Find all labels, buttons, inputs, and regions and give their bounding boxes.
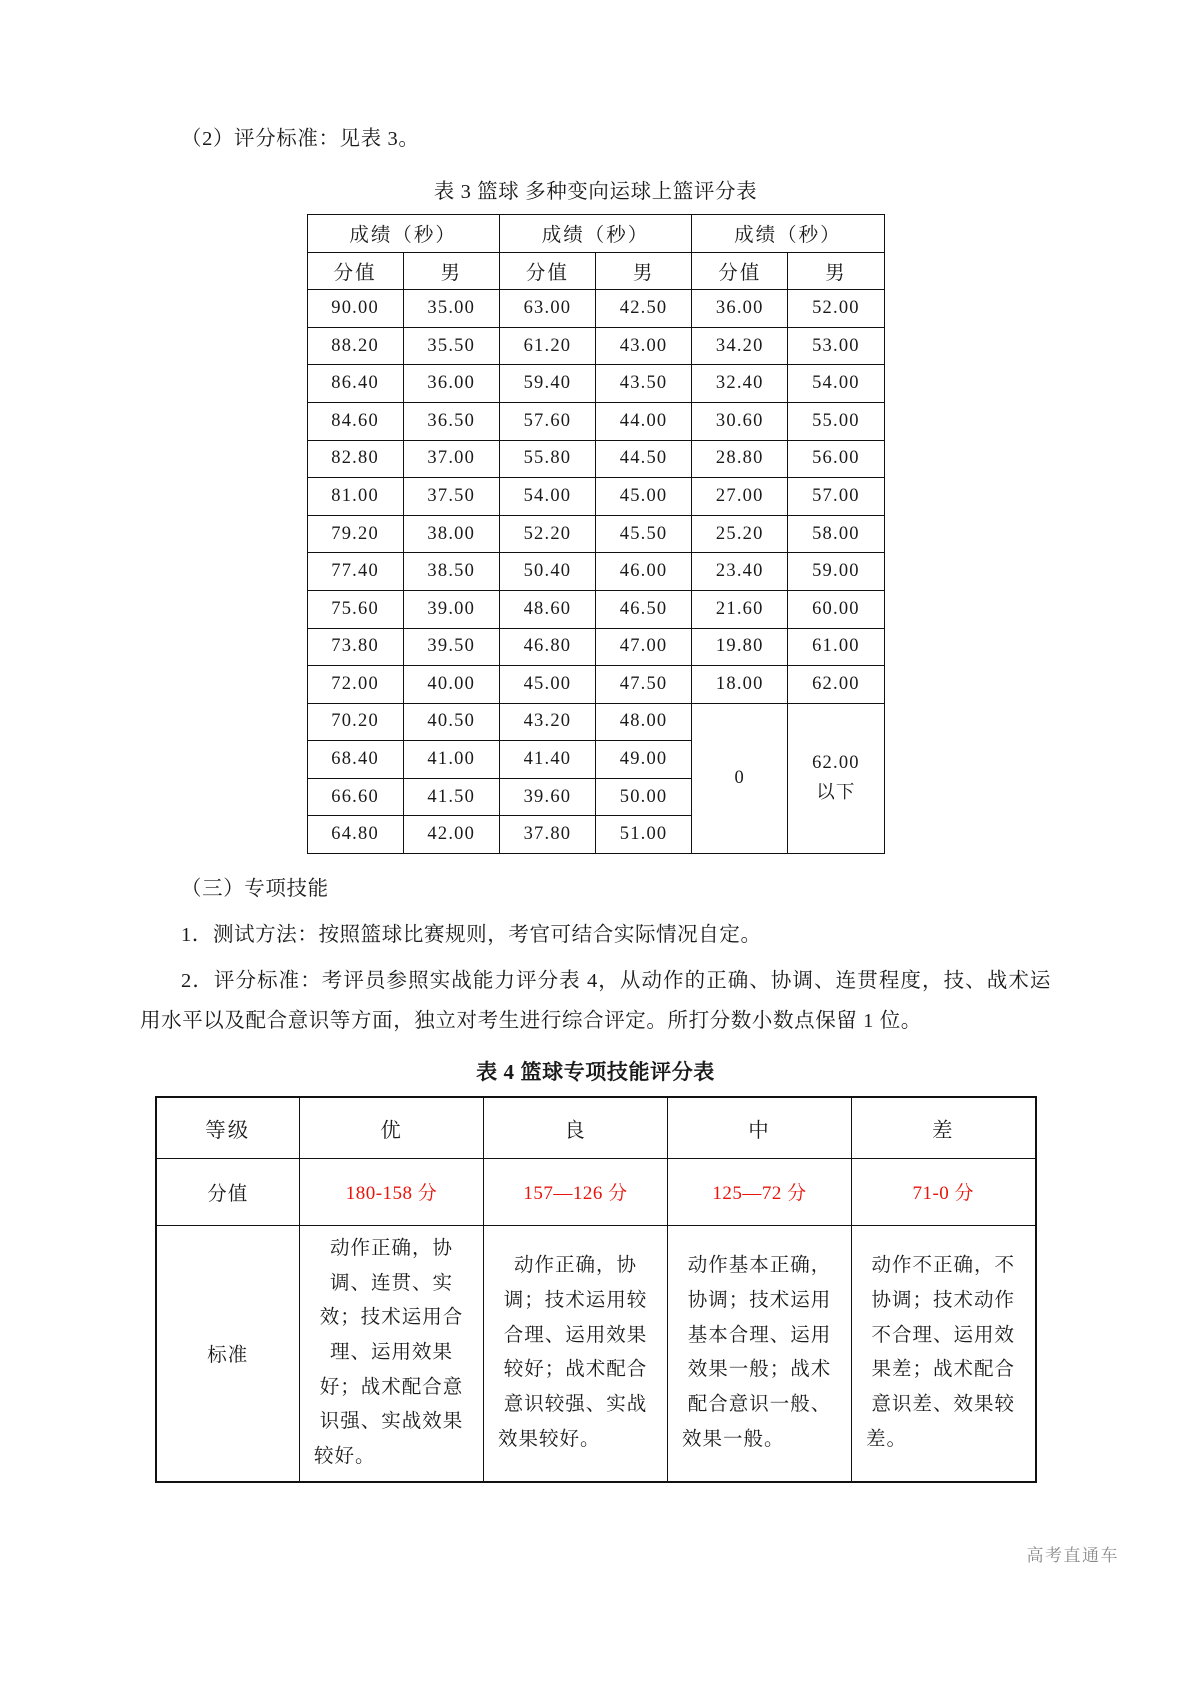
table3-cell-male: 56.00 <box>788 440 884 478</box>
table3-cell-score: 57.60 <box>499 402 595 440</box>
table4-container <box>140 1096 1051 1483</box>
table3-cell-male: 58.00 <box>788 515 884 553</box>
table3-cell-male: 51.00 <box>595 816 691 854</box>
table3-cell-score: 41.40 <box>499 741 595 779</box>
table4-grade-3: 差 <box>852 1097 1036 1159</box>
table3-cell-male: 47.50 <box>595 666 691 704</box>
table3-cell-male: 55.00 <box>788 402 884 440</box>
table3-cell-male: 52.00 <box>788 290 884 328</box>
table4-row-label-score: 分值 <box>156 1158 300 1225</box>
table3-cell-male: 54.00 <box>788 365 884 403</box>
table3-cell-male: 43.00 <box>595 327 691 365</box>
table4-row-label-grade: 等级 <box>156 1097 300 1159</box>
table3-cell-score: 81.00 <box>307 478 403 516</box>
table3-cell-male: 48.00 <box>595 703 691 741</box>
table3-cell-score: 82.80 <box>307 440 403 478</box>
table3-group-header-row <box>307 214 884 252</box>
intro-paragraph: （2）评分标准：见表 3。 <box>181 128 420 150</box>
table3-cell-score: 90.00 <box>307 290 403 328</box>
table3-cell-male: 37.50 <box>403 478 499 516</box>
table3-cell-score: 73.80 <box>307 628 403 666</box>
table3-cell-male: 35.00 <box>403 290 499 328</box>
table3-cell-score: 70.20 <box>307 703 403 741</box>
table3-sub-header-row <box>307 252 884 290</box>
table3-col-header-male: 男 <box>788 252 884 290</box>
table-row <box>307 402 884 440</box>
table3-cell-score: 36.00 <box>692 290 788 328</box>
table3-cell-male: 45.50 <box>595 515 691 553</box>
table3-cell-male: 37.00 <box>403 440 499 478</box>
table4-criteria-row <box>156 1225 1036 1481</box>
scoring-table-3 <box>307 214 885 854</box>
score-range-text: 157—126 分 <box>523 1183 628 1205</box>
table-row <box>307 440 884 478</box>
score-range-text: 180-158 分 <box>345 1183 438 1205</box>
table4-caption: 表 4 篮球专项技能评分表 <box>476 1059 715 1084</box>
table3-cell-score: 27.00 <box>692 478 788 516</box>
table3-col-header-male: 男 <box>595 252 691 290</box>
table-row <box>307 628 884 666</box>
table3-cell-score: 19.80 <box>692 628 788 666</box>
table3-cell-male: 53.00 <box>788 327 884 365</box>
table4-grade-2: 中 <box>668 1097 852 1159</box>
table3-cell-male: 60.00 <box>788 590 884 628</box>
table3-cell-score: 75.60 <box>307 590 403 628</box>
table3-cell-score: 54.00 <box>499 478 595 516</box>
table3-cell-male: 49.00 <box>595 741 691 779</box>
table3-group-header: 成绩（秒） <box>692 214 884 252</box>
table3-group-header: 成绩（秒） <box>307 214 499 252</box>
table4-row-label-criteria: 标准 <box>156 1225 300 1481</box>
table3-cell-male: 47.00 <box>595 628 691 666</box>
table3-cell-score: 61.20 <box>499 327 595 365</box>
table3-cell-male: 40.00 <box>403 666 499 704</box>
table-row <box>307 666 884 704</box>
table3-cell-score: 68.40 <box>307 741 403 779</box>
table4-score-cell-3 <box>852 1158 1036 1225</box>
scoring-standard-paragraph: 2．评分标准：考评员参照实战能力评分表 4，从动作的正确、协调、连贯程度，技、战术运用水平以及配合意识等方面，独立对考生进行综合评定。所打分数小数点保留 1 位。 <box>140 970 1051 1032</box>
table3-cell-male: 38.50 <box>403 553 499 591</box>
table4-criteria-cell-0: 动作正确，协调、连贯、实效；技术运用合理、运用效果好；战术配合意识强、实战效果较好。 <box>300 1225 484 1481</box>
table3-cell-score: 23.40 <box>692 553 788 591</box>
table4-criteria-cell-2: 动作基本正确，协调；技术运用基本合理、运用效果一般；战术配合意识一般、效果一般。 <box>668 1225 852 1481</box>
table-row <box>307 327 884 365</box>
table3-cell-score: 30.60 <box>692 402 788 440</box>
table3-cell-score: 21.60 <box>692 590 788 628</box>
table3-cell-male: 36.00 <box>403 365 499 403</box>
table4-score-cell-2 <box>668 1158 852 1225</box>
table4-criteria-cell-3: 动作不正确，不协调；技术动作不合理、运用效果差；战术配合意识差、效果较差。 <box>852 1225 1036 1481</box>
table-row <box>307 590 884 628</box>
table3-cell-score: 72.00 <box>307 666 403 704</box>
table3-cell-male: 44.00 <box>595 402 691 440</box>
table3-cell-score: 39.60 <box>499 778 595 816</box>
table3-caption: 表 3 篮球 多种变向运球上篮评分表 <box>433 180 758 203</box>
watermark-label: 高考直通车 <box>1026 1546 1119 1565</box>
table3-cell-male: 45.00 <box>595 478 691 516</box>
table-row <box>307 703 884 741</box>
table3-cell-male: 36.50 <box>403 402 499 440</box>
table3-cell-score: 79.20 <box>307 515 403 553</box>
table4-grade-row <box>156 1097 1036 1159</box>
table3-cell-male: 46.00 <box>595 553 691 591</box>
table3-cell-score: 32.40 <box>692 365 788 403</box>
table3-cell-male: 43.50 <box>595 365 691 403</box>
table3-cell-male: 59.00 <box>788 553 884 591</box>
table3-col-header-score: 分值 <box>307 252 403 290</box>
table3-cell-male: 42.50 <box>595 290 691 328</box>
table3-cell-score: 52.20 <box>499 515 595 553</box>
test-method-paragraph: 1．测试方法：按照篮球比赛规则，考官可结合实际情况自定。 <box>181 924 762 947</box>
table3-cell-male: 42.00 <box>403 816 499 854</box>
table3-cell-score: 46.80 <box>499 628 595 666</box>
table3-container <box>140 214 1051 854</box>
table4-criteria-cell-1: 动作正确，协调；技术运用较合理、运用效果较好；战术配合意识较强、实战效果较好。 <box>484 1225 668 1481</box>
table3-cell-score: 18.00 <box>692 666 788 704</box>
table4-score-row <box>156 1158 1036 1225</box>
table-row <box>307 478 884 516</box>
table3-cell-score: 43.20 <box>499 703 595 741</box>
table3-cell-score: 77.40 <box>307 553 403 591</box>
table3-cell-male: 41.00 <box>403 741 499 779</box>
table3-cell-score: 37.80 <box>499 816 595 854</box>
score-range-text: 125—72 分 <box>712 1183 807 1205</box>
table3-cell-male: 62.00 <box>788 666 884 704</box>
table3-cell-score: 55.80 <box>499 440 595 478</box>
table3-cell-male: 50.00 <box>595 778 691 816</box>
table3-cell-male: 39.00 <box>403 590 499 628</box>
table3-cell-score: 25.20 <box>692 515 788 553</box>
table3-cell-score: 34.20 <box>692 327 788 365</box>
table3-cell-score: 28.80 <box>692 440 788 478</box>
table-row <box>307 290 884 328</box>
table3-cell-male: 61.00 <box>788 628 884 666</box>
score-range-text: 71-0 分 <box>912 1183 975 1205</box>
table3-cell-male: 39.50 <box>403 628 499 666</box>
table4-grade-0: 优 <box>300 1097 484 1159</box>
table3-cell-male: 44.50 <box>595 440 691 478</box>
table3-group-header: 成绩（秒） <box>499 214 691 252</box>
table3-cell-score: 84.60 <box>307 402 403 440</box>
table3-cell-male: 41.50 <box>403 778 499 816</box>
table3-cell-score: 50.40 <box>499 553 595 591</box>
table3-cell-score: 64.80 <box>307 816 403 854</box>
table3-col-header-male: 男 <box>403 252 499 290</box>
section-heading-special-skills: （三）专项技能 <box>181 878 329 901</box>
table3-cell-score: 86.40 <box>307 365 403 403</box>
table-row <box>307 515 884 553</box>
table3-cell-score-zero: 0 <box>692 703 788 853</box>
table3-cell-male: 46.50 <box>595 590 691 628</box>
scoring-table-4 <box>155 1096 1037 1483</box>
table3-cell-score: 45.00 <box>499 666 595 704</box>
table-row <box>307 365 884 403</box>
table3-cell-male: 38.00 <box>403 515 499 553</box>
table3-cell-score: 59.40 <box>499 365 595 403</box>
table3-col-header-score: 分值 <box>692 252 788 290</box>
table3-cell-male: 40.50 <box>403 703 499 741</box>
table4-grade-1: 良 <box>484 1097 668 1159</box>
table3-col-header-score: 分值 <box>499 252 595 290</box>
table3-cell-male: 35.50 <box>403 327 499 365</box>
table3-cell-score: 63.00 <box>499 290 595 328</box>
table3-cell-score: 66.60 <box>307 778 403 816</box>
table4-score-cell-0 <box>300 1158 484 1225</box>
table3-cell-male-below: 62.00 以下 <box>788 703 884 853</box>
table3-cell-score: 48.60 <box>499 590 595 628</box>
table3-cell-male: 57.00 <box>788 478 884 516</box>
table3-cell-score: 88.20 <box>307 327 403 365</box>
table4-score-cell-1 <box>484 1158 668 1225</box>
table-row <box>307 553 884 591</box>
